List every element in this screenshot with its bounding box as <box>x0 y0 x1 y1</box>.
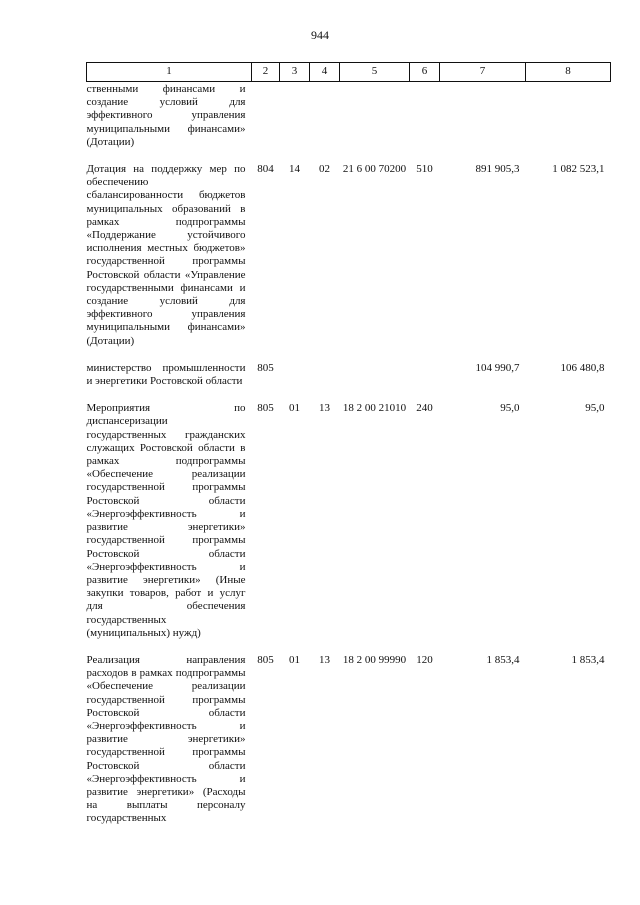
table-row <box>87 654 611 826</box>
column-header: 4 <box>310 63 340 82</box>
row-description: ственными финансами и создание условий для эффективного управления муниципальными финансами» (Дотации) <box>86 83 246 148</box>
column-header: 7 <box>440 63 526 82</box>
column-header: 8 <box>526 63 611 82</box>
table-row <box>87 362 611 388</box>
cell-amount-year1: 95,0 <box>500 402 520 415</box>
cell-subsection: 02 <box>319 163 330 176</box>
table-row <box>87 402 611 640</box>
budget-table <box>86 62 611 826</box>
cell-subsection: 13 <box>319 653 330 666</box>
cell-section <box>280 362 310 388</box>
cell-section: 01 <box>289 653 300 666</box>
page-number: 944 <box>311 28 329 42</box>
cell-ministry-code <box>252 82 280 150</box>
cell-amount-year1: 891 905,3 <box>475 163 520 176</box>
table-row <box>87 163 611 348</box>
cell-expense-type <box>410 82 440 150</box>
cell-ministry-code: 804 <box>257 163 274 176</box>
column-header: 5 <box>340 63 410 82</box>
row-description: Мероприятия по диспансеризации государственных гражданских служащих Ростовской области в рамках подпрограммы «Обеспечение реализации государственной программы Ростовской области «Энергоэффективность и развитие энергетики» государственной программы Ростовской области «Энергоэффективность и развитие энергетики» (Иные закупки товаров, работ и услуг для обеспечения государственных (муниципальных) нужд) <box>86 402 246 639</box>
cell-subsection <box>310 362 340 388</box>
cell-target-article: 21 6 00 70200 <box>342 163 407 176</box>
cell-amount-year2: 1 082 523,1 <box>552 163 605 176</box>
cell-amount-year1 <box>440 82 526 150</box>
cell-amount-year2: 95,0 <box>585 402 605 415</box>
cell-amount-year1: 104 990,7 <box>475 361 520 374</box>
column-header: 1 <box>87 63 252 82</box>
column-header: 2 <box>252 63 280 82</box>
cell-amount-year1: 1 853,4 <box>486 653 520 666</box>
cell-target-article: 18 2 00 99990 <box>342 653 407 666</box>
cell-section <box>280 82 310 150</box>
cell-amount-year2: 106 480,8 <box>560 361 605 374</box>
row-description: Реализация направления расходов в рамках подпрограммы «Обеспечение реализации государственной программы Ростовской области «Энергоэффективность и развитие энергетики» государственной программы Ростовской области «Энергоэффективность и развитие энергетики» (Расходы на выплаты персоналу государственных <box>86 653 246 825</box>
cell-target-article <box>340 82 410 150</box>
cell-amount-year2 <box>526 82 611 150</box>
table-header-row <box>87 63 611 82</box>
table-row <box>87 82 611 150</box>
cell-expense-type: 120 <box>416 653 433 666</box>
cell-section: 01 <box>289 402 300 415</box>
cell-target-article: 18 2 00 21010 <box>342 402 407 415</box>
row-description: министерство промышленности и энергетики Ростовской области <box>86 361 246 388</box>
row-description: Дотация на поддержку мер по обеспечению сбалансированности бюджетов муниципальных образований в рамках подпрограммы «Поддержание устойчивого исполнения местных бюджетов» государственной программы Ростовской области «Управление государственными финансами и создание условий для эффективного управления муниципальными финансами» (Дотации) <box>86 163 246 347</box>
cell-amount-year2: 1 853,4 <box>571 653 605 666</box>
column-header: 3 <box>280 63 310 82</box>
cell-subsection: 13 <box>319 402 330 415</box>
cell-expense-type <box>410 362 440 388</box>
cell-subsection <box>310 82 340 150</box>
cell-expense-type: 240 <box>416 402 433 415</box>
cell-ministry-code: 805 <box>257 402 274 415</box>
column-header: 6 <box>410 63 440 82</box>
cell-expense-type: 510 <box>416 163 433 176</box>
cell-ministry-code: 805 <box>257 361 274 374</box>
cell-section: 14 <box>289 163 300 176</box>
cell-target-article <box>340 362 410 388</box>
cell-ministry-code: 805 <box>257 653 274 666</box>
